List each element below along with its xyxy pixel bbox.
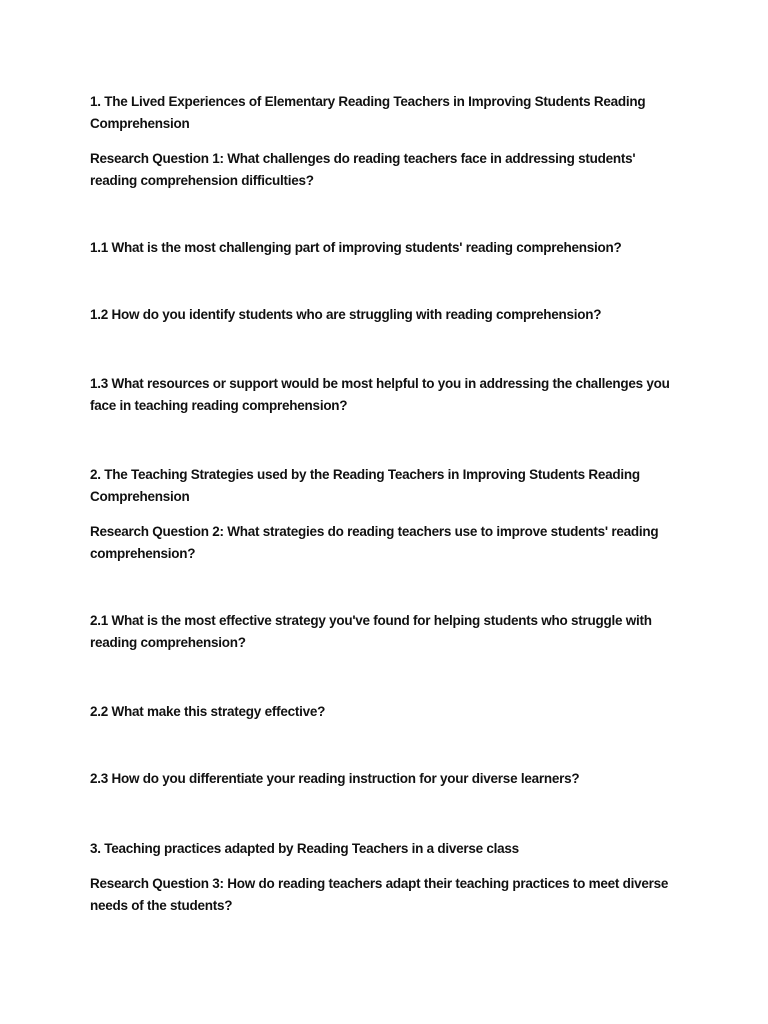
question-2-1: 2.1 What is the most effective strategy you've found for helping students who struggle with reading comprehension? bbox=[90, 613, 652, 650]
question-1-3: 1.3 What resources or support would be most helpful to you in addressing the challenges you face in teaching reading comprehension? bbox=[90, 376, 670, 413]
section-1-heading: 1. The Lived Experiences of Elementary Reading Teachers in Improving Students Reading Comprehension bbox=[90, 94, 646, 131]
research-question-3: Research Question 3: How do reading teachers adapt their teaching practices to meet diverse needs of the students? bbox=[90, 876, 669, 913]
section-2-heading: 2. The Teaching Strategies used by the Reading Teachers in Improving Students Reading Comprehension bbox=[90, 467, 640, 504]
question-1-1: 1.1 What is the most challenging part of improving students' reading comprehension? bbox=[90, 240, 622, 255]
question-2-2: 2.2 What make this strategy effective? bbox=[90, 704, 326, 719]
research-question-2: Research Question 2: What strategies do reading teachers use to improve students' reading comprehension? bbox=[90, 524, 659, 561]
question-2-3: 2.3 How do you differentiate your reading instruction for your diverse learners? bbox=[90, 771, 580, 786]
research-question-1: Research Question 1: What challenges do reading teachers face in addressing students' reading comprehension difficulties? bbox=[90, 151, 636, 188]
question-1-2: 1.2 How do you identify students who are struggling with reading comprehension? bbox=[90, 307, 602, 322]
section-3-heading: 3. Teaching practices adapted by Reading Teachers in a diverse class bbox=[90, 841, 519, 856]
